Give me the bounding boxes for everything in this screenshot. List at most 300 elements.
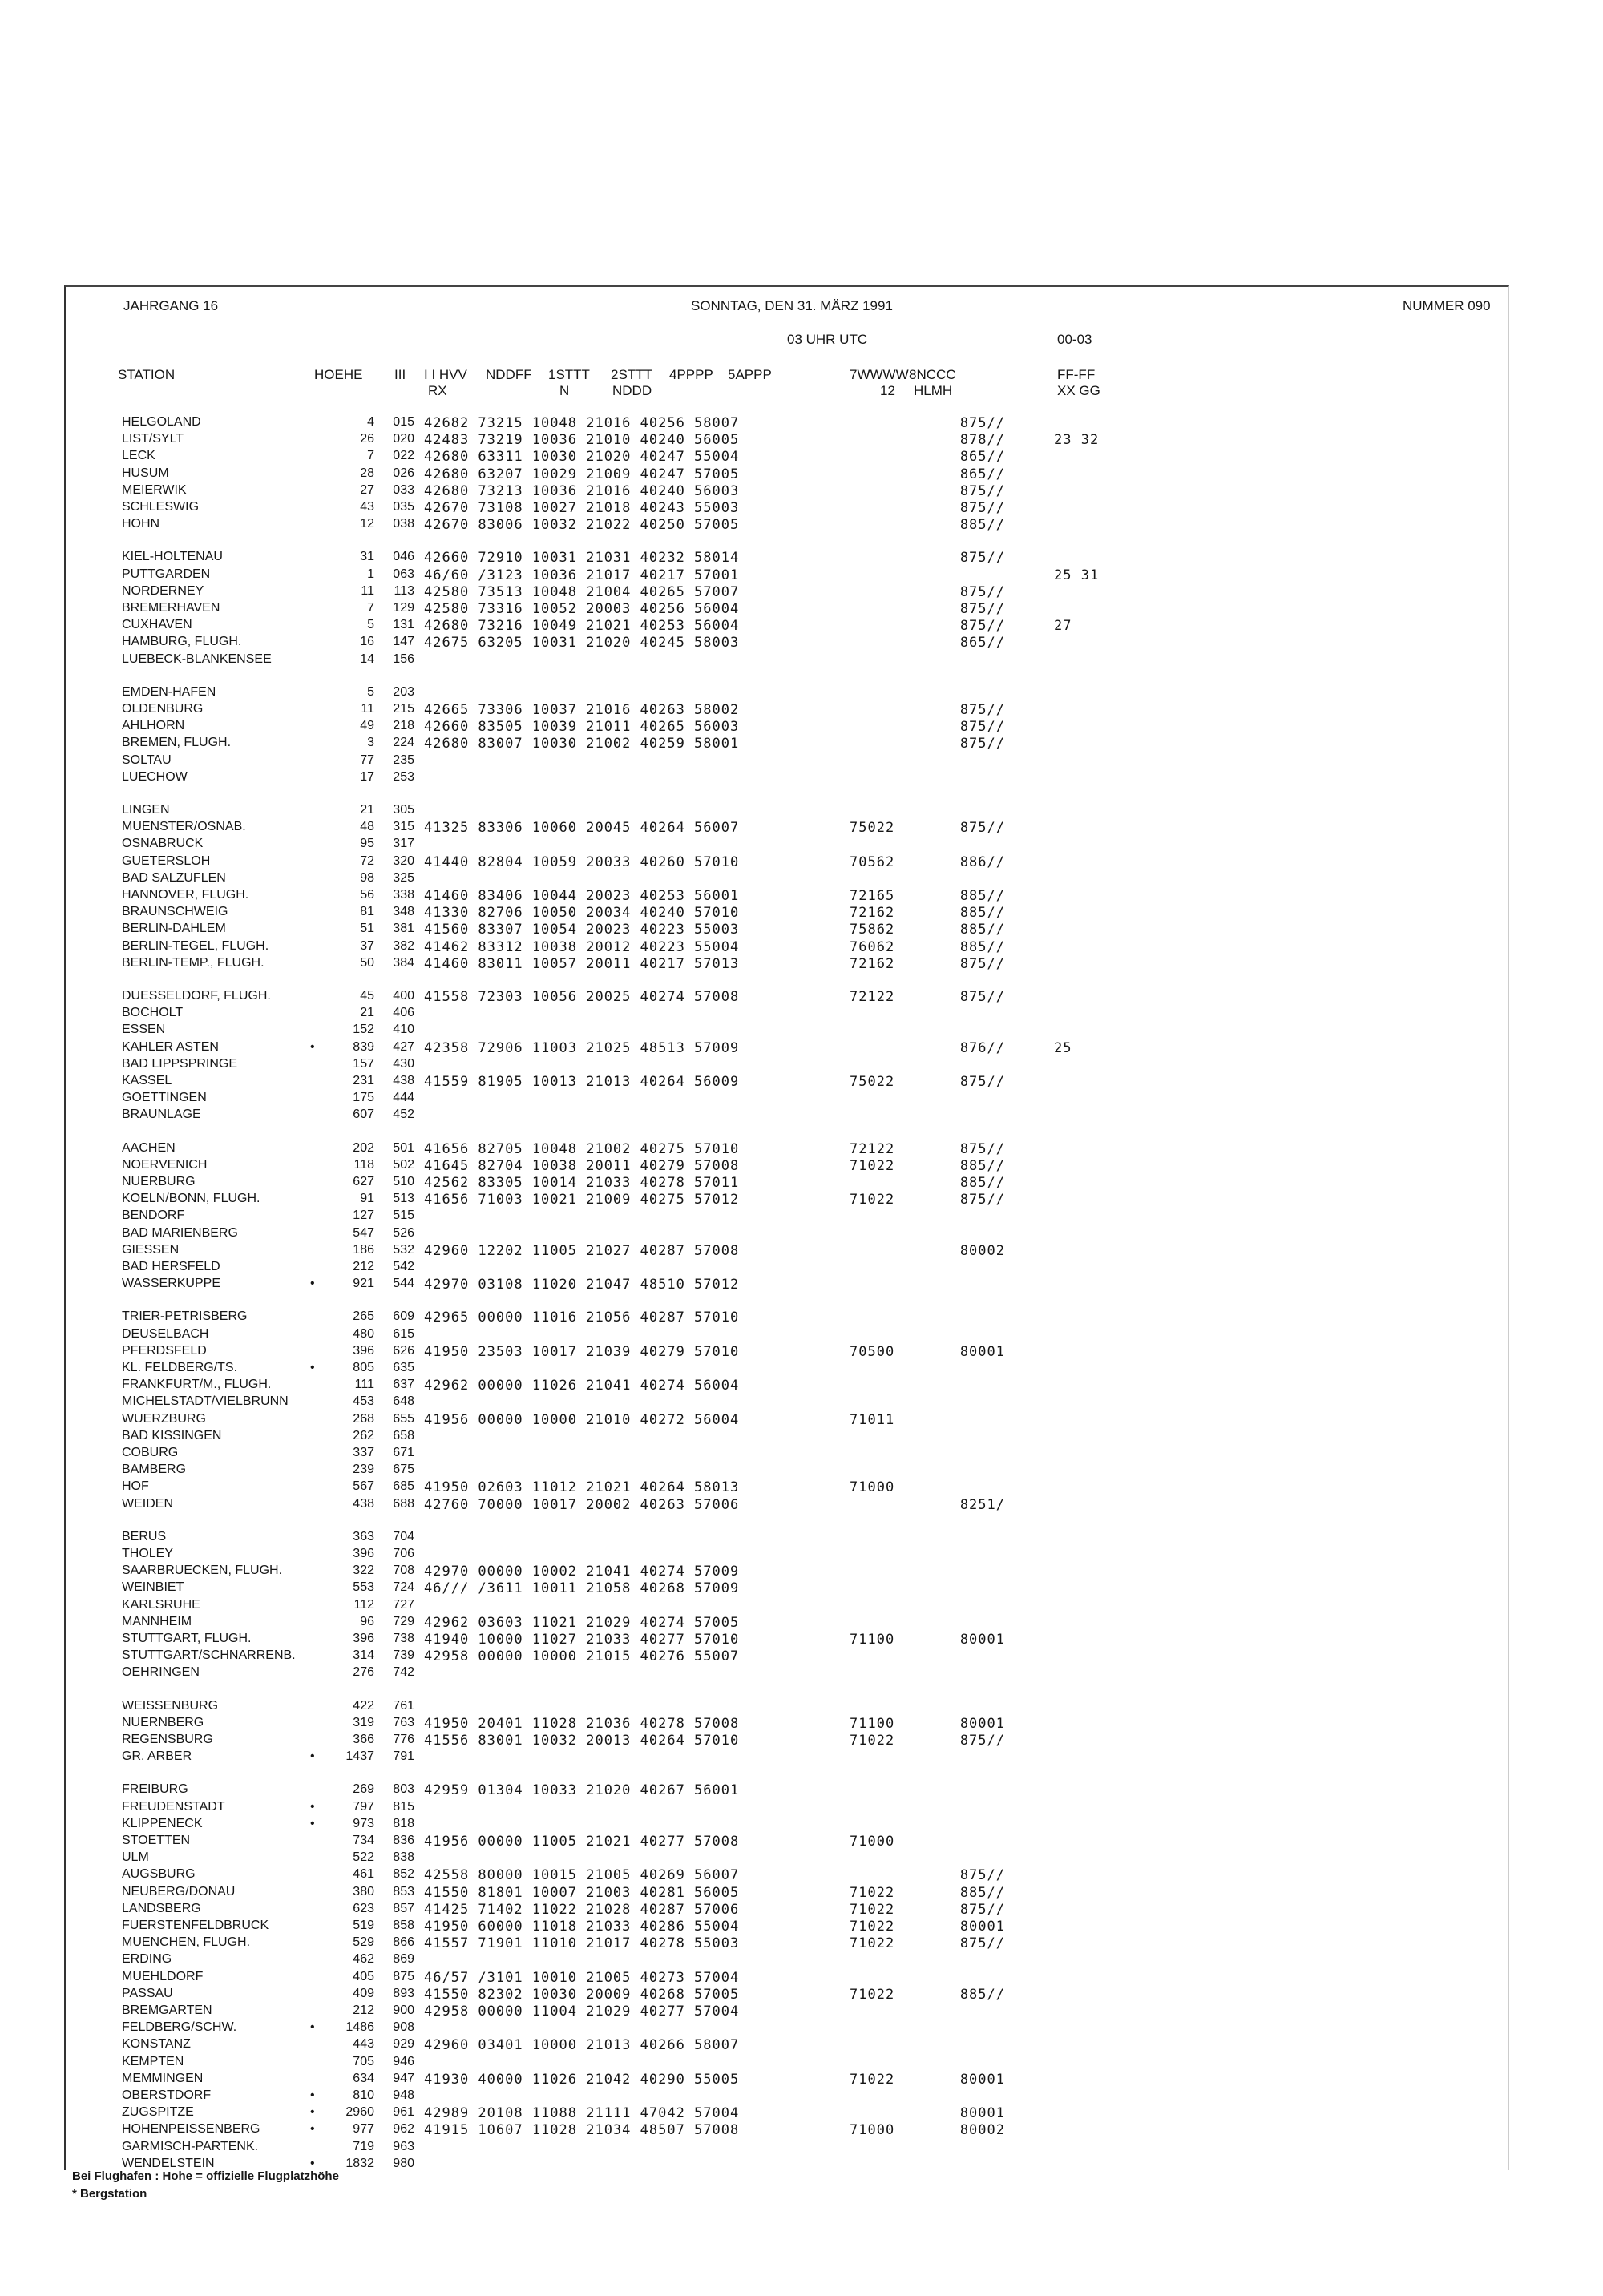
station-row [66,2037,1508,2054]
station-row [66,1040,1508,1057]
station-index: 838 [393,1850,414,1865]
station-index: 400 [393,989,414,1003]
observation-time: 03 UHR UTC [787,332,868,347]
station-height: 627 [353,1175,374,1188]
station-name: SOLTAU [122,753,172,767]
station-row [66,1378,1508,1394]
synop-groups: 46/60 /3123 10036 21017 40217 57001 [424,567,740,583]
synop-groups: 42680 83007 10030 21002 40259 58001 [424,736,740,753]
station-index: 776 [393,1733,414,1746]
weather-group: 70500 [850,1343,895,1360]
station-index: 203 [393,684,414,699]
synop-groups: 41460 83406 10044 20023 40253 56001 [424,888,740,904]
station-name: ZUGSPITZE [122,2105,194,2120]
station-height: 2960 [345,2105,374,2120]
station-height: 77 [360,753,374,767]
station-row [66,1023,1508,1039]
station-height: 127 [353,1209,374,1223]
synop-groups: 41950 60000 11018 21033 40286 55004 [424,1919,740,1935]
station-height: 443 [353,2037,374,2052]
station-index: 685 [393,1479,414,1494]
weather-group: 71000 [850,1479,895,1496]
station-name: LANDSBERG [122,1901,201,1915]
station-row [66,1091,1508,1108]
station-name: STOETTEN [122,1834,191,1847]
synop-groups: 41950 20401 11028 21036 40278 57008 [424,1715,740,1732]
station-height: 797 [353,1799,374,1814]
cloud-group: 876// [959,1039,1005,1056]
cloud-group: 885// [959,1157,1005,1174]
station-name: MUEHLDORF [122,1969,204,1983]
station-row [66,820,1508,837]
station-row [66,803,1508,820]
station-height: 48 [360,820,374,834]
footnote-mountain: * Bergstation [72,2187,147,2201]
weather-group: 71000 [850,1834,895,1850]
station-row [66,1309,1508,1326]
station-height: 921 [353,1277,374,1291]
station-name: BERLIN-TEGEL, FLUGH. [122,938,269,953]
cloud-group: 80001 [959,1632,1005,1648]
station-row [66,652,1508,669]
station-row [66,1935,1508,1952]
col-hoehe: HOEHE [314,367,363,382]
synop-groups: 41645 82704 10038 20011 40279 57008 [424,1157,740,1174]
station-name: AACHEN [122,1140,176,1155]
synop-groups: 41556 83001 10032 20013 40264 57010 [424,1733,740,1749]
station-row [66,483,1508,500]
synop-groups: 42760 70000 10017 20002 40263 57006 [424,1496,740,1513]
cloud-group: 875// [959,1733,1005,1749]
station-name: KAHLER ASTEN [122,1039,219,1054]
station-height: 262 [353,1428,374,1443]
synop-groups: 42962 00000 11026 21041 40274 56004 [424,1378,740,1394]
station-row [66,719,1508,736]
station-index: 637 [393,1378,414,1392]
synop-groups: 42958 00000 10000 21015 40276 55007 [424,1648,740,1665]
station-height: 314 [353,1648,374,1663]
station-index: 515 [393,1209,414,1223]
station-index: 438 [393,1074,414,1087]
station-name: WENDELSTEIN [122,2156,215,2170]
station-name: KOELN/BONN, FLUGH. [122,1192,260,1206]
station-index: 131 [393,618,414,632]
station-height: 480 [353,1326,374,1341]
station-index: 348 [393,905,414,919]
station-index: 963 [393,2139,414,2153]
synop-groups: 41550 82302 10030 20009 40268 57005 [424,1986,740,2003]
station-row [66,500,1508,517]
station-index: 626 [393,1343,414,1358]
station-row [66,2020,1508,2037]
synop-groups: 46/// /3611 10011 21058 40268 57009 [424,1580,740,1597]
station-height: 212 [353,1260,374,1273]
station-height: 319 [353,1715,374,1729]
station-name: CUXHAVEN [122,618,192,632]
station-index: 325 [393,870,414,885]
station-height: 839 [353,1039,374,1054]
station-index: 853 [393,1884,414,1899]
station-height: 977 [353,2122,374,2137]
station-name: THOLEY [122,1547,174,1560]
station-row [66,2088,1508,2105]
wind-gust-group: 23 32 [1054,432,1100,449]
station-index: 381 [393,922,414,936]
station-row [66,1108,1508,1124]
station-row [66,1850,1508,1867]
station-index: 320 [393,853,414,868]
weather-group: 72162 [850,955,895,972]
station-row [66,2055,1508,2072]
station-index: 815 [393,1799,414,1814]
station-index: 147 [393,635,414,649]
station-height: 7 [367,449,374,463]
station-name: BAMBERG [122,1463,187,1477]
cloud-group: 875// [959,1192,1005,1209]
station-index: 803 [393,1782,414,1797]
station-index: 384 [393,955,414,970]
col-iii: III [394,367,406,382]
station-index: 688 [393,1496,414,1511]
col-g5: 4PPPP [669,367,713,382]
station-name: FRANKFURT/M., FLUGH. [122,1378,272,1392]
station-index: 739 [393,1648,414,1663]
weather-group: 72162 [850,905,895,922]
station-row [66,1277,1508,1293]
station-name: GR. ARBER [122,1749,192,1764]
issue-date: SONNTAG, DEN 31. MÄRZ 1991 [691,298,893,313]
station-height: 405 [353,1969,374,1983]
col-g7-sub: 12 [880,383,895,398]
synop-groups: 42670 73108 10027 21018 40243 55003 [424,500,740,516]
col-g4: 2STTT [611,367,652,382]
station-row [66,1580,1508,1597]
mountain-marker: • [310,1277,315,1291]
station-height: 118 [353,1157,374,1172]
cloud-group: 875// [959,1867,1005,1884]
station-name: LECK [122,449,155,463]
station-index: 706 [393,1547,414,1560]
station-height: 276 [353,1665,374,1680]
station-height: 422 [353,1698,374,1713]
station-name: HANNOVER, FLUGH. [122,888,249,902]
station-height: 705 [353,2054,374,2068]
station-name: PUTTGARDEN [122,567,211,581]
station-name: BRAUNSCHWEIG [122,905,228,919]
period-label: 00-03 [1057,332,1092,347]
station-height: 21 [360,803,374,817]
station-height: 5 [367,618,374,632]
station-index: 406 [393,1006,414,1020]
station-height: 95 [360,837,374,851]
station-name: AUGSBURG [122,1867,196,1882]
synop-groups: 41656 71003 10021 21009 40275 57012 [424,1192,740,1209]
station-index: 836 [393,1834,414,1847]
station-index: 724 [393,1580,414,1595]
station-row [66,1141,1508,1158]
wind-gust-group: 25 31 [1054,567,1100,583]
synop-groups: 42959 01304 10033 21020 40267 56001 [424,1782,740,1799]
weather-group: 71022 [850,1733,895,1749]
station-index: 893 [393,1986,414,2000]
synop-groups: 41425 71402 11022 21028 40287 57006 [424,1901,740,1918]
station-index: 818 [393,1816,414,1830]
station-row [66,1209,1508,1225]
station-name: GOETTINGEN [122,1091,207,1105]
station-height: 11 [361,702,374,716]
station-index: 046 [393,550,414,564]
station-name: KONSTANZ [122,2037,191,2052]
col-g9: FF-FF [1057,367,1096,382]
station-row [66,1446,1508,1463]
station-index: 510 [393,1175,414,1188]
synop-groups: 41915 10607 11028 21034 48507 57008 [424,2122,740,2139]
station-row [66,1598,1508,1615]
station-name: COBURG [122,1446,179,1459]
station-row [66,753,1508,770]
station-height: 337 [353,1446,374,1459]
station-index: 026 [393,466,414,480]
station-row [66,1987,1508,2003]
synop-groups: 42960 12202 11005 21027 40287 57008 [424,1242,740,1259]
station-name: WUERZBURG [122,1411,206,1426]
station-index: 648 [393,1394,414,1409]
station-index: 218 [393,719,414,733]
station-height: 43 [360,500,374,514]
mountain-marker: • [310,1361,315,1374]
station-name: MANNHEIM [122,1614,192,1628]
issue-number: NUMMER 090 [1403,298,1491,313]
station-row [66,618,1508,635]
synop-groups: 42562 83305 10014 21033 40278 57011 [424,1175,740,1191]
station-index: 615 [393,1326,414,1341]
station-index: 305 [393,803,414,817]
station-row [66,939,1508,956]
station-height: 98 [360,870,374,885]
station-name: HOHENPEISSENBERG [122,2122,260,2137]
cloud-group: 875// [959,820,1005,837]
station-name: BAD HERSFELD [122,1260,220,1273]
station-height: 607 [353,1108,374,1122]
cloud-group: 80001 [959,1343,1005,1360]
station-name: AHLHORN [122,719,185,733]
station-index: 727 [393,1597,414,1612]
station-name: ERDING [122,1952,172,1967]
station-height: 396 [353,1632,374,1645]
station-row [66,415,1508,432]
station-height: 157 [353,1056,374,1071]
col-g2: NDDFF [486,367,532,382]
station-height: 567 [353,1479,374,1494]
station-row [66,1800,1508,1817]
synop-groups: 42665 73306 10037 21016 40263 58002 [424,702,740,718]
station-name: BAD MARIENBERG [122,1225,238,1240]
station-row [66,888,1508,905]
weather-group: 71022 [850,2071,895,2088]
station-index: 253 [393,769,414,784]
weather-group: 72165 [850,888,895,904]
cloud-group: 885// [959,517,1005,534]
station-height: 152 [353,1023,374,1037]
col-g8: 8NCCC [909,367,956,382]
station-index: 338 [393,888,414,902]
wind-gust-group: 25 [1054,1039,1072,1056]
col-g4-sub: NDDD [612,383,652,398]
weather-group: 75022 [850,1074,895,1090]
station-index: 708 [393,1564,414,1578]
station-name: ESSEN [122,1023,166,1037]
synop-groups: 41440 82804 10059 20033 40260 57010 [424,853,740,870]
cloud-group: 886// [959,853,1005,870]
station-row [66,956,1508,973]
station-height: 553 [353,1580,374,1595]
station-name: DEUSELBACH [122,1326,209,1341]
col-g6: 5APPP [728,367,772,382]
station-name: BAD LIPPSPRINGE [122,1056,238,1071]
station-name: MUENCHEN, FLUGH. [122,1935,251,1950]
station-row [66,1970,1508,1987]
synop-groups: 42970 00000 10002 21041 40274 57009 [424,1564,740,1580]
station-row [66,550,1508,567]
weather-group: 72122 [850,1140,895,1157]
station-index: 444 [393,1091,414,1105]
weather-group: 71022 [850,1192,895,1209]
station-row [66,1716,1508,1733]
station-height: 72 [360,853,374,868]
station-index: 929 [393,2037,414,2052]
cloud-group: 885// [959,1175,1005,1191]
synop-groups: 41559 81905 10013 21013 40264 56009 [424,1074,740,1090]
station-name: KASSEL [122,1074,172,1087]
station-index: 410 [393,1023,414,1037]
station-height: 37 [360,938,374,953]
weather-group: 72122 [850,989,895,1005]
station-height: 453 [353,1394,374,1409]
weather-group: 71022 [850,1157,895,1174]
weather-group: 71022 [850,1986,895,2003]
station-height: 522 [353,1850,374,1865]
station-name: KEMPTEN [122,2054,184,2068]
station-index: 609 [393,1309,414,1324]
station-row [66,1260,1508,1277]
synop-groups: 42675 63205 10031 21020 40245 58003 [424,635,740,652]
station-name: GARMISCH-PARTENK. [122,2139,259,2153]
synop-groups: 42580 73316 10052 20003 40256 56004 [424,601,740,617]
synop-groups: 41940 10000 11027 21033 40277 57010 [424,1632,740,1648]
station-name: BREMEN, FLUGH. [122,736,232,750]
cloud-group: 8251/ [959,1496,1005,1513]
station-index: 063 [393,567,414,581]
station-row [66,1327,1508,1344]
station-name: FREUDENSTADT [122,1799,225,1814]
station-name: MICHELSTADT/VIELBRUNN [122,1394,289,1409]
station-index: 671 [393,1446,414,1459]
station-row [66,567,1508,584]
weather-group: 71100 [850,1632,895,1648]
station-row [66,1463,1508,1479]
station-height: 810 [353,2088,374,2102]
station-height: 396 [353,1547,374,1560]
station-index: 635 [393,1361,414,1374]
station-height: 50 [360,955,374,970]
synop-groups: 41462 83312 10038 20012 40223 55004 [424,938,740,955]
weather-group: 71022 [850,1935,895,1952]
station-row [66,922,1508,938]
station-name: BRAUNLAGE [122,1108,201,1122]
weather-group: 76062 [850,938,895,955]
station-row [66,466,1508,483]
cloud-group: 875// [959,1901,1005,1918]
synop-groups: 42989 20108 11088 21111 47042 57004 [424,2105,740,2122]
footnote-airport: Bei Flughafen : Hohe = offizielle Flugplatzhöhe [72,2169,339,2183]
station-row [66,1344,1508,1361]
station-row [66,1394,1508,1411]
col-g3-sub: N [559,383,570,398]
cloud-group: 875// [959,1935,1005,1952]
station-name: KARLSRUHE [122,1597,200,1612]
station-name: BENDORF [122,1209,185,1223]
synop-groups: 42483 73219 10036 21010 40240 56005 [424,432,740,449]
station-row [66,1006,1508,1023]
station-name: STUTTGART, FLUGH. [122,1632,252,1645]
station-index: 900 [393,2003,414,2017]
synop-groups: 41460 83011 10057 20011 40217 57013 [424,955,740,972]
station-height: 91 [360,1192,374,1206]
station-name: NORDERNEY [122,583,204,598]
weather-group: 71022 [850,1884,895,1901]
station-index: 658 [393,1428,414,1443]
station-height: 81 [360,905,374,919]
station-name: OLDENBURG [122,702,204,716]
station-name: NEUBERG/DONAU [122,1884,236,1899]
station-index: 526 [393,1225,414,1240]
station-index: 215 [393,702,414,716]
synop-groups: 42580 73513 10048 21004 40265 57007 [424,583,740,600]
cloud-group: 875// [959,1140,1005,1157]
synop-groups: 42680 63311 10030 21020 40247 55004 [424,449,740,466]
station-row [66,432,1508,449]
synop-groups: 41930 40000 11026 21042 40290 55005 [424,2071,740,2088]
station-row [66,1361,1508,1378]
station-height: 111 [354,1378,374,1392]
station-row [66,1902,1508,1919]
station-height: 17 [360,769,374,784]
col-g3: 1STTT [548,367,590,382]
cloud-group: 885// [959,1986,1005,2003]
cloud-group: 80002 [959,1242,1005,1259]
station-height: 529 [353,1935,374,1950]
synop-groups: 41557 71901 11010 21017 40278 55003 [424,1935,740,1952]
station-index: 655 [393,1411,414,1426]
station-name: OEHRINGEN [122,1665,200,1680]
synop-groups: 42670 83006 10032 21022 40250 57005 [424,517,740,534]
weather-group: 71011 [850,1411,895,1428]
station-name: MEMMINGEN [122,2071,204,2085]
station-name: BREMGARTEN [122,2003,212,2017]
synop-groups: 42958 00000 11004 21029 40277 57004 [424,2003,740,2020]
cloud-group: 80001 [959,2071,1005,2088]
station-row [66,837,1508,853]
station-index: 866 [393,1935,414,1950]
station-index: 430 [393,1056,414,1071]
station-row [66,871,1508,888]
synop-groups: 41325 83306 10060 20045 40264 56007 [424,820,740,837]
station-height: 11 [361,583,374,598]
station-height: 1486 [345,2020,374,2035]
station-index: 761 [393,1698,414,1713]
station-name: HOF [122,1479,149,1494]
cloud-group: 865// [959,635,1005,652]
